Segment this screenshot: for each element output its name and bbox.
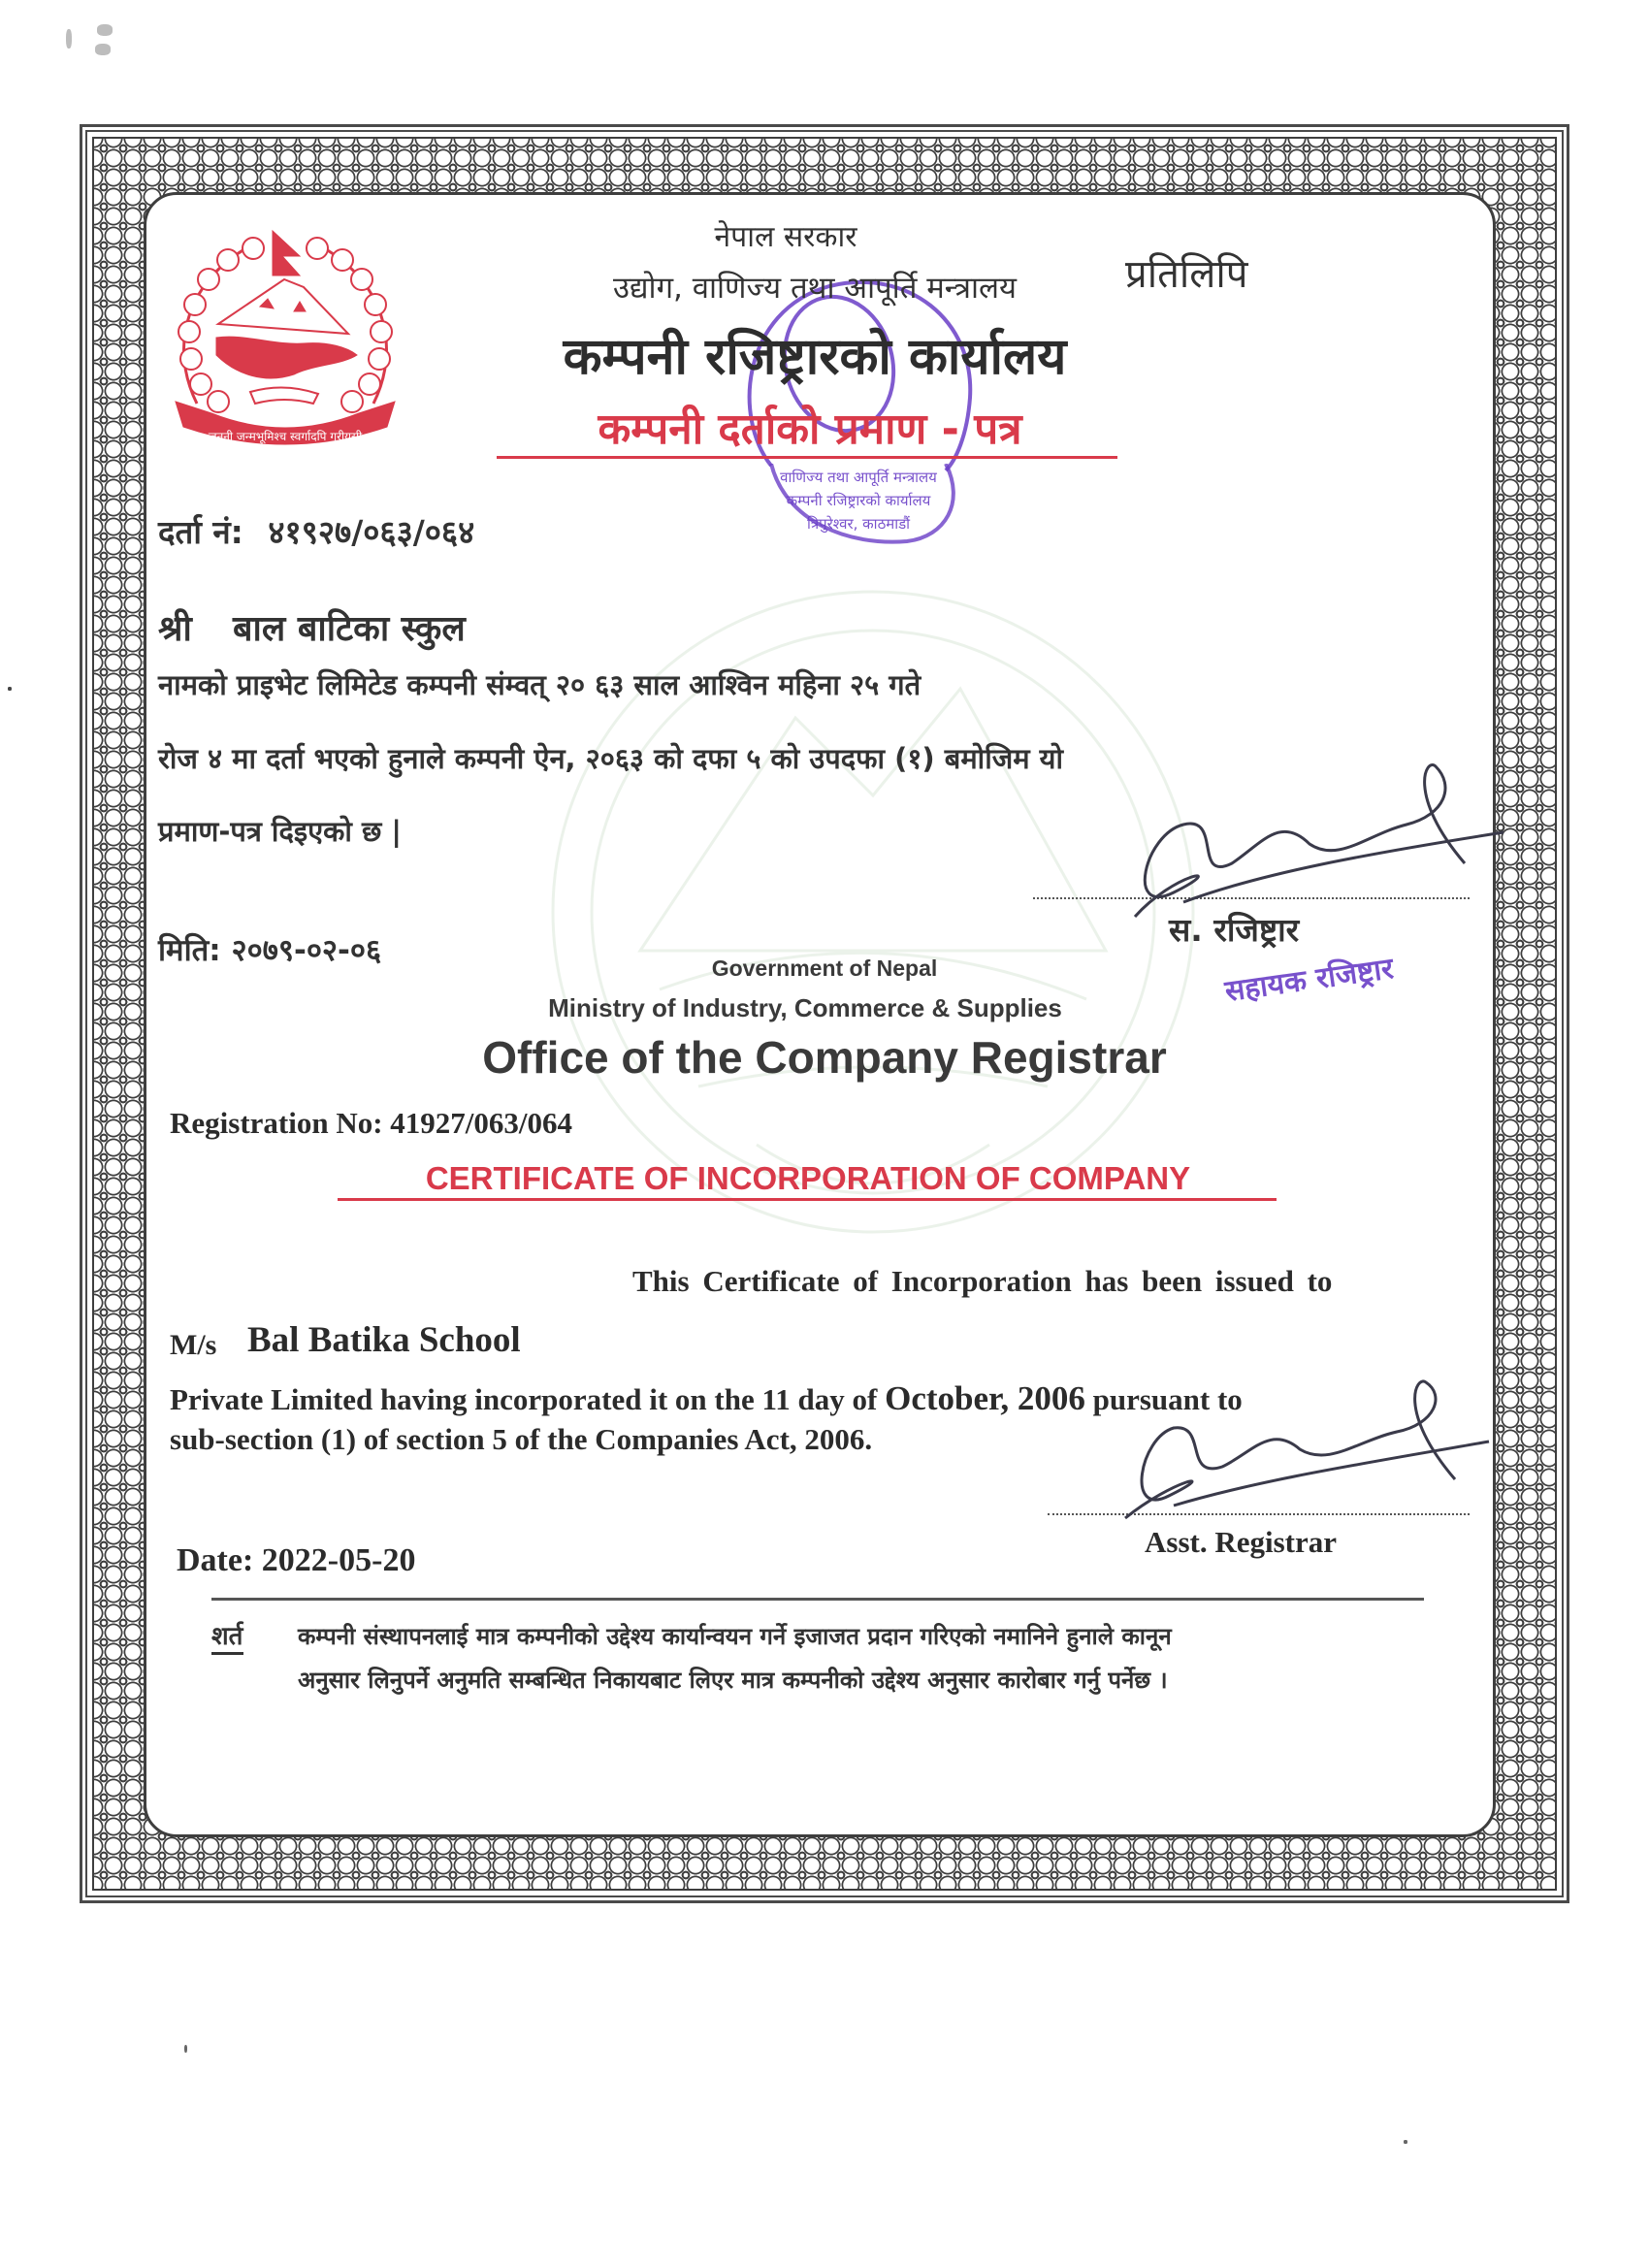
- registration-label-english: Registration No:: [170, 1106, 383, 1140]
- scan-speck: [184, 2045, 187, 2053]
- government-nepali: नेपाल सरकार: [714, 220, 857, 254]
- government-english: Government of Nepal: [711, 956, 938, 981]
- body-text: Private Limited having incorporated it on the 11 day of: [170, 1382, 878, 1416]
- certificate-title-nepali: कम्पनी दर्ताको प्रमाण - पत्र: [598, 405, 1022, 454]
- stamp-text-line: वाणिज्य तथा आपूर्ति मन्त्रालय: [780, 469, 937, 486]
- body-line-english: [170, 1379, 1243, 1418]
- honorific-nepali: श्री: [158, 609, 192, 649]
- company-name-english: Bal Batika School: [247, 1320, 521, 1360]
- company-name-nepali: बाल बाटिका स्कुल: [233, 609, 466, 649]
- body-line-english: sub-section (1) of section 5 of the Companies Act, 2006.: [170, 1422, 873, 1456]
- signatory-title-nepali: स. रजिष्ट्रार: [1169, 911, 1300, 949]
- incorporation-date: October, 2006: [885, 1379, 1085, 1417]
- terms-divider: [211, 1598, 1424, 1601]
- emblem-motto: जननी जन्मभूमिश्च स्वर्गादपि गरीयसी: [208, 430, 363, 443]
- registration-value-nepali: ४१९२७/०६३/०६४: [268, 513, 475, 551]
- date-label-nepali: मिति:: [158, 933, 221, 968]
- office-title-english: Office of the Company Registrar: [482, 1032, 1167, 1083]
- scan-speck: [95, 44, 111, 55]
- scan-speck: [66, 29, 72, 49]
- scan-speck: [1404, 2140, 1407, 2144]
- body-text: pursuant to: [1092, 1382, 1243, 1416]
- ministry-nepali: उद्योग, वाणिज्य तथा आपूर्ति मन्त्रालय: [613, 271, 1017, 306]
- registration-value-english: 41927/063/064: [390, 1106, 573, 1140]
- registration-label-nepali: दर्ता नं:: [158, 513, 243, 551]
- office-round-stamp-lower-ring: [713, 464, 1004, 551]
- date-value-nepali: २०७९-०२-०६: [231, 933, 382, 968]
- certificate-title-underline: [497, 456, 1117, 459]
- date-value-english: 2022-05-20: [261, 1542, 416, 1578]
- body-line-nepali: नामको प्राइभेट लिमिटेड कम्पनी संम्वत् २० ६३ साल आश्विन महिना २५ गते: [158, 668, 922, 701]
- scan-speck: [8, 687, 12, 691]
- office-title-nepali: कम्पनी रजिष्ट्रारको कार्यालय: [563, 328, 1067, 386]
- terms-line: कम्पनी संस्थापनलाई मात्र कम्पनीको उद्देश्य कार्यान्वयन गर्ने इजाजत प्रदान गरिएको नमानिने हुनाले कानून: [298, 1623, 1172, 1650]
- date-label-english: Date:: [177, 1542, 254, 1578]
- body-line-nepali: रोज ४ मा दर्ता भएको हुनाले कम्पनी ऐन, २०६३ को दफा ५ को उपदफा (१) बमोजिम यो: [158, 742, 1063, 775]
- nepal-coat-of-arms-icon: [158, 219, 412, 464]
- certificate-title-english: CERTIFICATE OF INCORPORATION OF COMPANY: [425, 1160, 1191, 1196]
- scan-speck: [97, 24, 113, 36]
- date-english: [177, 1542, 415, 1579]
- signature-icon: [1116, 757, 1523, 922]
- registration-number-english: [170, 1106, 572, 1141]
- stamp-text-line: त्रिपुरेश्वर, काठमाडौं: [806, 515, 911, 533]
- terms-line: अनुसार लिनुपर्ने अनुमति सम्बन्धित निकायबाट लिएर मात्र कम्पनीको उद्देश्य अनुसार कारोबार गर्नु पर्नेछ ।: [298, 1667, 1168, 1694]
- copy-mark: प्रतिलिपि: [1125, 252, 1248, 297]
- assistant-registrar-stamp: सहायक रजिष्ट्रार: [1222, 951, 1396, 1009]
- body-line-nepali: प्रमाण-पत्र दिइएको छ |: [158, 815, 403, 848]
- signature-icon: [1116, 1377, 1504, 1523]
- registration-number-nepali: [158, 509, 474, 553]
- certificate-title-english-underline: [338, 1198, 1277, 1201]
- ms-label: M/s: [170, 1329, 217, 1361]
- date-nepali: [158, 929, 381, 970]
- issued-statement: This Certificate of Incorporation has been issued to: [632, 1264, 1333, 1298]
- signatory-title-english: Asst. Registrar: [1145, 1525, 1338, 1559]
- stamp-text-line: कम्पनी रजिष्ट्रारको कार्यालय: [786, 492, 931, 509]
- ministry-english: Ministry of Industry, Commerce & Supplies: [548, 993, 1062, 1022]
- terms-label: शर्त: [211, 1617, 243, 1655]
